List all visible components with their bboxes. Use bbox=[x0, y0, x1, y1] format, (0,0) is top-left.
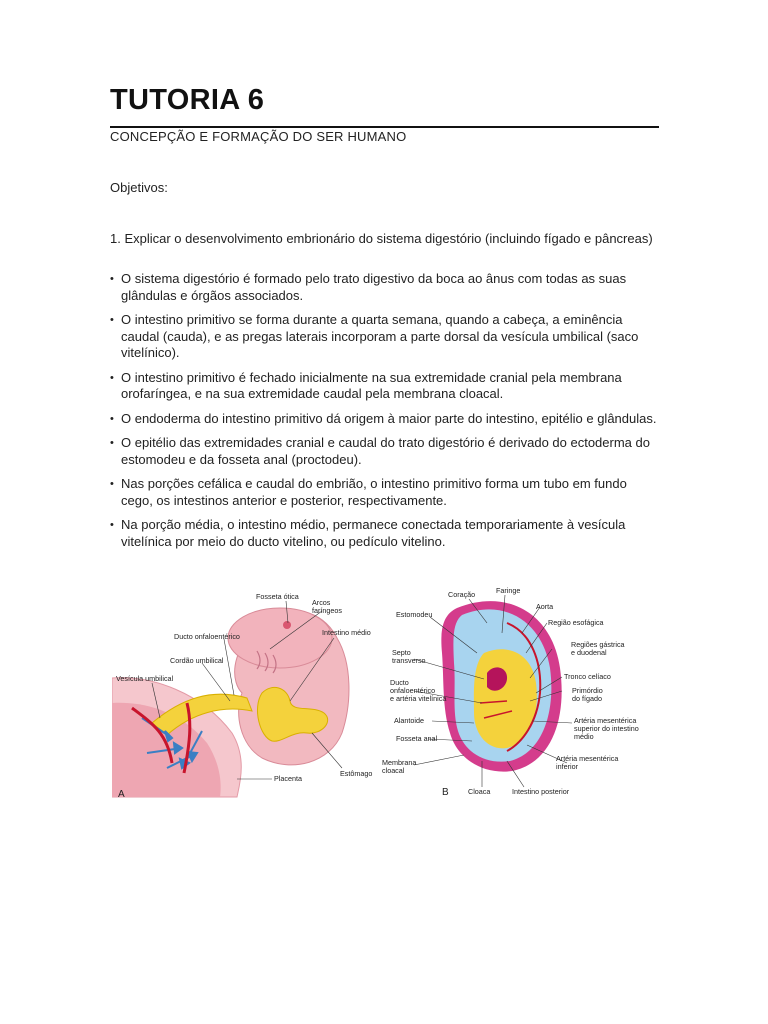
label-septo-1: Septo bbox=[392, 648, 411, 657]
label-regioes-1: Regiões gástrica bbox=[571, 640, 625, 649]
label-regioes-2: e duodenal bbox=[571, 648, 607, 657]
label-ducto-onfaloenterico: Ducto onfaloentérico bbox=[174, 632, 240, 641]
label-ducto-1: Ducto bbox=[390, 678, 409, 687]
label-fosseta-otica: Fosseta ótica bbox=[256, 592, 299, 601]
bullet-icon: • bbox=[110, 314, 114, 326]
document-subtitle: CONCEPÇÃO E FORMAÇÃO DO SER HUMANO bbox=[110, 129, 407, 144]
label-arcos-2: faríngeos bbox=[312, 606, 342, 615]
label-aorta: Aorta bbox=[536, 602, 554, 611]
label-cloaca: Cloaca bbox=[468, 787, 491, 796]
label-faringe: Faringe bbox=[496, 586, 521, 595]
panel-b-illustration bbox=[382, 586, 639, 798]
list-item-text: O endoderma do intestino primitivo dá origem à maior parte do intestino, epitélio e glândulas. bbox=[121, 410, 657, 426]
bullet-list bbox=[110, 271, 658, 558]
label-placenta: Placenta bbox=[274, 774, 302, 783]
label-cordao-umbilical: Cordão umbilical bbox=[170, 656, 224, 665]
label-regiao-esofagica: Região esofágica bbox=[548, 618, 604, 627]
label-art-sup-1: Artéria mesentérica bbox=[574, 716, 637, 725]
document-title: TUTORIA 6 bbox=[110, 84, 265, 116]
embryo-head bbox=[228, 608, 332, 668]
bullet-icon: • bbox=[110, 519, 114, 531]
bullet-icon: • bbox=[110, 412, 114, 425]
objectives-label: Objetivos: bbox=[110, 180, 168, 195]
bullet-icon: • bbox=[110, 478, 114, 490]
label-intestino-posterior: Intestino posterior bbox=[512, 787, 570, 796]
panel-a-letter: A bbox=[118, 789, 125, 800]
list-item-text: Nas porções cefálica e caudal do embrião, o intestino primitivo forma um tubo em fundo cego, os intestinos anterior e posterior, respectivamente. bbox=[121, 476, 627, 508]
label-coracao: Coração bbox=[448, 590, 476, 599]
list-item bbox=[110, 370, 658, 403]
label-art-inf-1: Artéria mesentérica bbox=[556, 754, 619, 763]
list-item-text: O epitélio das extremidades cranial e caudal do trato digestório é derivado do ectoderma do estomodeu e da fosseta anal (proctodeu). bbox=[121, 435, 650, 467]
label-art-sup-3: médio bbox=[574, 732, 594, 741]
list-item-text: O sistema digestório é formado pelo trato digestivo da boca ao ânus com todas as suas glândulas e órgãos associados. bbox=[121, 271, 627, 303]
embryo-digestive-figure bbox=[112, 583, 657, 801]
list-item bbox=[110, 411, 658, 428]
label-ducto-3: e artéria vitelínica bbox=[390, 694, 447, 703]
list-item bbox=[110, 271, 658, 304]
label-membrana-2: cloacal bbox=[382, 766, 405, 775]
bullet-icon: • bbox=[110, 371, 114, 384]
list-item bbox=[110, 517, 658, 550]
label-arcos-1: Arcos bbox=[312, 598, 331, 607]
list-item-text: O intestino primitivo é fechado inicialmente na sua extremidade cranial pela membrana orofaríngea, e na sua extremidade caudal pela membrana cloacal. bbox=[121, 369, 622, 401]
list-item bbox=[110, 312, 658, 362]
label-septo-2: transverso bbox=[392, 656, 426, 665]
label-art-sup-2: superior do intestino bbox=[574, 724, 639, 733]
objective-question: 1. Explicar o desenvolvimento embrionário do sistema digestório (incluindo fígado e pâncreas) bbox=[110, 231, 653, 246]
label-estomago: Estômago bbox=[340, 769, 373, 778]
list-item-text: O intestino primitivo se forma durante a quarta semana, quando a cabeça, a eminência caudal (cauda), e as pregas laterais incorporam a parte dorsal da vesícula umbilical (saco vitelínico). bbox=[121, 312, 639, 360]
panel-a-illustration bbox=[112, 592, 372, 800]
list-item bbox=[110, 435, 658, 468]
title-divider bbox=[110, 126, 659, 128]
label-estomodeu: Estomodeu bbox=[396, 610, 433, 619]
label-vesicula-umbilical: Vesícula umbilical bbox=[116, 674, 174, 683]
bullet-icon: • bbox=[110, 437, 114, 449]
label-primordio-1: Primórdio bbox=[572, 686, 603, 695]
label-tronco-celiaco: Tronco celíaco bbox=[564, 672, 611, 681]
label-intestino-medio: Intestino médio bbox=[322, 628, 371, 637]
label-alantoide: Alantoide bbox=[394, 716, 424, 725]
label-membrana-1: Membrana bbox=[382, 758, 417, 767]
panel-b-letter: B bbox=[442, 787, 449, 798]
label-primordio-2: do fígado bbox=[572, 694, 602, 703]
bullet-icon: • bbox=[110, 273, 114, 285]
label-fosseta-anal: Fosseta anal bbox=[396, 734, 438, 743]
list-item-text: Na porção média, o intestino médio, permanece conectada temporariamente à vesícula vitelínica por meio do ducto vitelino, ou pedículo vitelino. bbox=[121, 517, 626, 549]
list-item bbox=[110, 476, 658, 509]
label-art-inf-2: inferior bbox=[556, 762, 578, 771]
otic-pit bbox=[283, 621, 291, 629]
label-ducto-2: onfaloentérico bbox=[390, 686, 436, 695]
